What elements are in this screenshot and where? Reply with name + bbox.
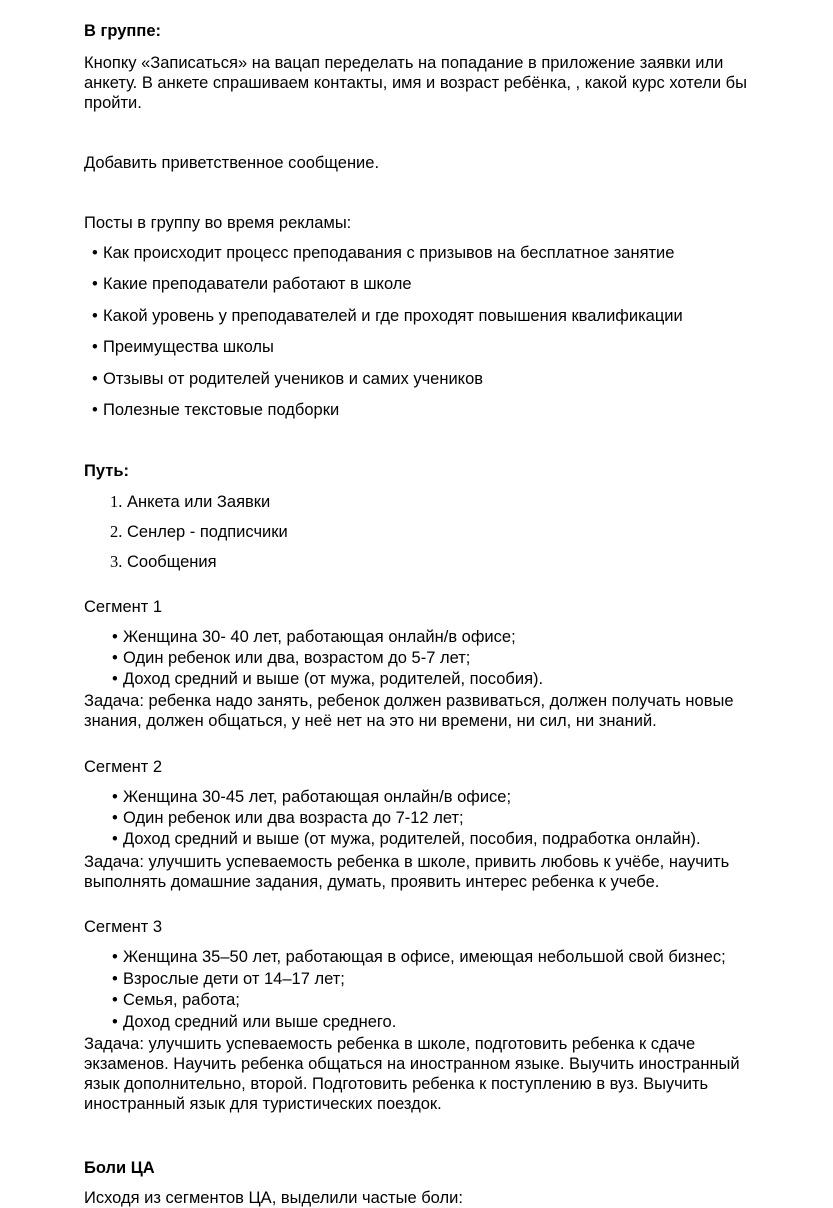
list-item: • Один ребенок или два возраста до 7-12 лет; [112, 809, 464, 827]
bullet-icon: • [92, 338, 98, 356]
segment-title: Сегмент 2 [84, 758, 163, 776]
list-item: • Какой уровень у преподавателей и где проходят повышения квалификации [92, 307, 683, 325]
list-item: • Семья, работа; [112, 991, 240, 1009]
list-item: • Отзывы от родителей учеников и самих учеников [92, 370, 484, 388]
list-item: • Женщина 35–50 лет, работающая в офисе, имеющая небольшой свой бизнес; [112, 948, 726, 966]
segment-title: Сегмент 3 [84, 918, 163, 936]
pains-intro: Исходя из сегментов ЦА, выделили частые боли: [84, 1189, 463, 1207]
group-heading: В группе: [84, 22, 162, 40]
list-item: • Полезные текстовые подборки [92, 401, 340, 419]
list-item: • Как происходит процесс преподавания с призывов на бесплатное занятие [92, 244, 675, 262]
group-paragraph: Кнопку «Записаться» на вацап переделать на попадание в приложение заявки или анкету. В анкете спрашиваем контакты, имя и возраст ребёнка, , какой курс хотели бы пройти. [84, 54, 747, 112]
bullet-icon: • [112, 991, 118, 1009]
greeting-line: Добавить приветственное сообщение. [84, 154, 380, 172]
bullet-icon: • [112, 788, 118, 806]
list-item: • Доход средний или выше среднего. [112, 1013, 397, 1031]
bullet-icon: • [92, 401, 98, 419]
bullet-icon: • [92, 370, 98, 388]
list-item: • Женщина 30-45 лет, работающая онлайн/в офисе; [112, 788, 512, 806]
bullet-icon: • [112, 830, 118, 848]
list-item: • Женщина 30- 40 лет, работающая онлайн/в офисе; [112, 628, 516, 646]
bullet-icon: • [112, 809, 118, 827]
bullet-icon: • [92, 307, 98, 325]
posts-title: Посты в группу во время рекламы: [84, 214, 352, 232]
list-item: • Один ребенок или два, возрастом до 5-7 лет; [112, 649, 471, 667]
list-item: • Доход средний и выше (от мужа, родителей, пособия, подработка онлайн). [112, 830, 701, 848]
segment-task: Задача: ребенка надо занять, ребенок должен развиваться, должен получать новые знания, должен общаться, у неё нет на это ни времени, ни сил, ни знаний. [84, 692, 734, 730]
bullet-icon: • [112, 1013, 118, 1031]
list-item: • Какие преподаватели работают в школе [92, 275, 412, 293]
list-item: • Взрослые дети от 14–17 лет; [112, 970, 345, 988]
list-item: • Доход средний и выше (от мужа, родителей, пособия). [112, 670, 544, 688]
list-item: • Преимущества школы [92, 338, 274, 356]
segment-task: Задача: улучшить успеваемость ребенка в школе, подготовить ребенка к сдаче экзаменов. Научить ребенка общаться на иностранном языке. Выучить иностранный язык дополнительно, второй. Подготовить ребенка к поступлению в вуз. Выучить иностранный язык для туристических поездок. [84, 1035, 740, 1113]
path-step: 3. Сообщения [110, 552, 217, 571]
bullet-icon: • [92, 244, 98, 262]
segment-title: Сегмент 1 [84, 598, 163, 616]
bullet-icon: • [112, 628, 118, 646]
path-step: 1. Анкета или Заявки [110, 492, 271, 511]
bullet-icon: • [112, 948, 118, 966]
segment-task: Задача: улучшить успеваемость ребенка в школе, привить любовь к учёбе, научить выполнять домашние задания, думать, проявить интерес ребенка к учебе. [84, 853, 730, 891]
bullet-icon: • [112, 670, 118, 688]
bullet-icon: • [112, 649, 118, 667]
bullet-icon: • [112, 970, 118, 988]
pains-heading: Боли ЦА [84, 1159, 155, 1177]
path-step: 2. Сенлер - подписчики [110, 522, 288, 541]
bullet-icon: • [92, 275, 98, 293]
path-heading: Путь: [84, 462, 129, 480]
